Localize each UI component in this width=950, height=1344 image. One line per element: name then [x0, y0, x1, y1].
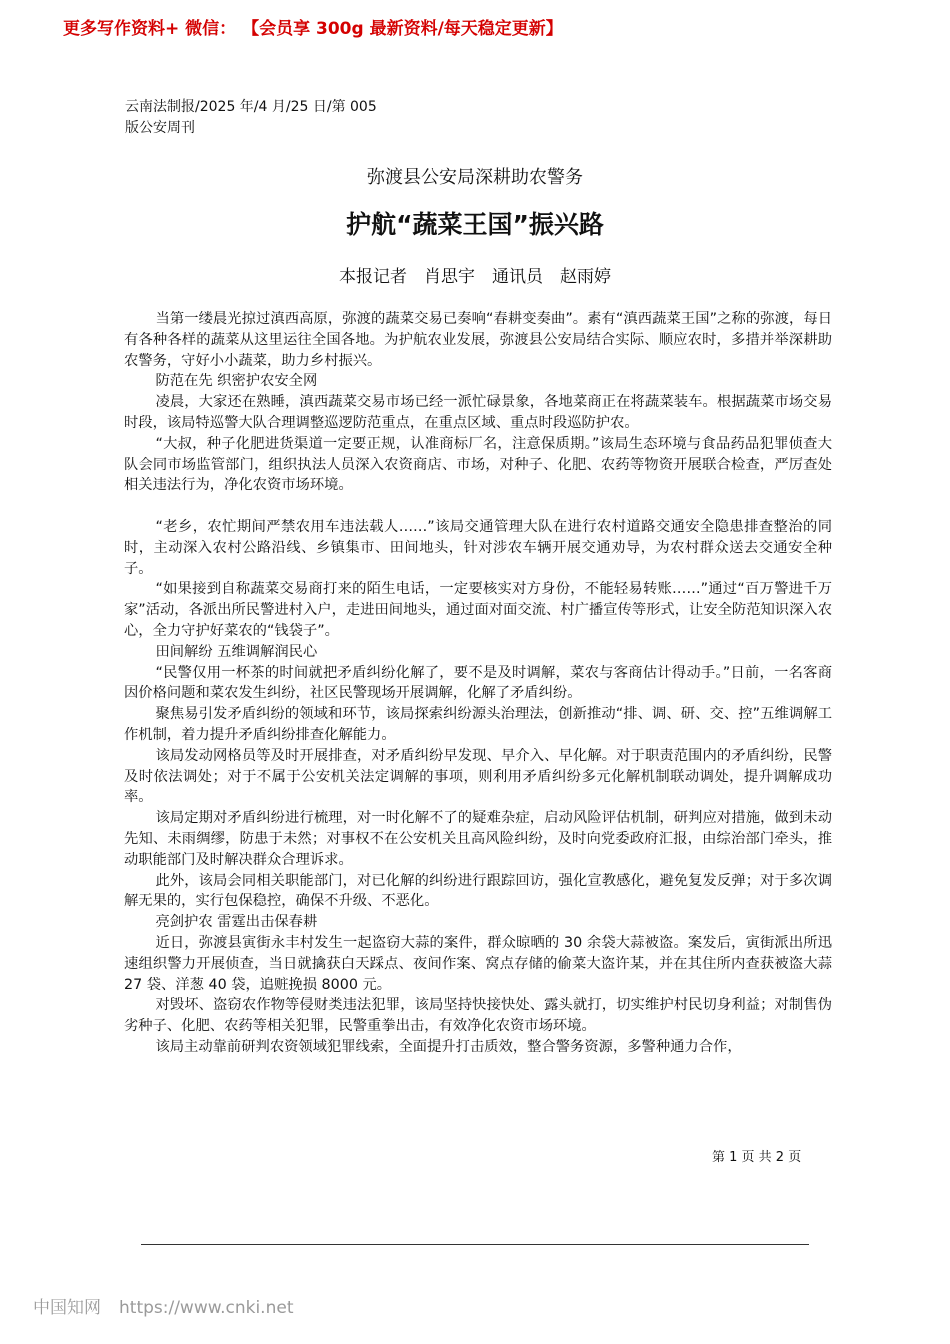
- section-heading: 防范在先 织密护农安全网: [155, 373, 318, 390]
- article-title: 护航“蔬菜王国”振兴路: [346, 210, 604, 239]
- paragraph: 近日，弥渡县寅街永丰村发生一起盗窃大蒜的案件，群众晾晒的 30 余袋大蒜被盗。案发后，寅街派出所迅速组织警力开展侦查，当日就擒获白天踩点、夜间作案、窝点存储的偷菜大盗许某，并在其住所内查获被盗大蒜 27 袋、洋葱 40 袋，追赃挽损 8000 元。: [124, 934, 832, 993]
- paragraph: 对毁坏、盗窃农作物等侵财类违法犯罪，该局坚持快接快处、露头就打，切实维护村民切身利益；对制售伪劣种子、化肥、农药等相关犯罪，民警重拳出击，有效净化农资市场环境。: [124, 997, 832, 1035]
- promo-banner: 更多写作资料+ 微信： 【会员享 300g 最新资料/每天稳定更新】: [63, 19, 563, 39]
- cnki-watermark: [33, 1293, 311, 1318]
- paragraph: “老乡，农忙期间严禁农用车违法载人……”该局交通管理大队在进行农村道路交通安全隐患排查整治的同时，主动深入农村公路沿线、乡镇集市、田间地头，针对涉农车辆开展交通劝导，为农村群众送去交通安全种子。: [124, 518, 832, 577]
- footer-divider: [141, 1244, 809, 1245]
- paragraph: 聚焦易引发矛盾纠纷的领域和环节，该局探索纠纷源头治理法，创新推动“排、调、研、交、控”五维调解工作机制，着力提升矛盾纠纷排查化解能力。: [124, 706, 832, 743]
- page-number: 第 1 页 共 2 页: [712, 1150, 802, 1165]
- paragraph: 该局主动靠前研判农资领域犯罪线索，全面提升打击质效，整合警务资源，多警种通力合作，: [155, 1038, 742, 1055]
- article-body: [124, 309, 832, 1058]
- paragraph: “如果接到自称蔬菜交易商打来的陌生电话，一定要核实对方身份，不能轻易转账……”通过“百万警进千万家”活动，各派出所民警进村入户，走进田间地头，通过面对面交流、村广播宣传等形式，让安全防范知识深入农心，全力守护好菜农的“钱袋子”。: [124, 581, 832, 639]
- source-line-2: 版公安周刊: [125, 120, 195, 136]
- paragraph: 当第一缕晨光掠过滇西高原，弥渡的蔬菜交易已奏响“春耕变奏曲”。素有“滇西蔬菜王国”之称的弥渡，每日有各种各样的蔬菜从这里运往全国各地。为护航农业发展，弥渡县公安局结合实际、顺应农时，多措并举深耕助农警务，守好小小蔬菜，助力乡村振兴。: [124, 311, 832, 369]
- paragraph: 凌晨，大家还在熟睡，滇西蔬菜交易市场已经一派忙碌景象，各地菜商正在将蔬菜装车。根据蔬菜市场交易时段，该局特巡警大队合理调整巡逻防范重点，在重点区域、重点时段巡防护农。: [124, 394, 832, 431]
- source-line-1: 云南法制报/2025 年/4 月/25 日/第 005: [125, 99, 377, 115]
- article-byline: 本报记者 肖思宇 通讯员 赵雨婷: [339, 267, 611, 287]
- source-citation: [125, 97, 445, 139]
- paragraph: 该局定期对矛盾纠纷进行梳理，对一时化解不了的疑难杂症，启动风险评估机制，研判应对措施，做到未动先知、未雨绸缪，防患于未然；对事权不在公安机关且高风险纠纷，及时向党委政府汇报，由综治部门牵头，推动职能部门及时解决群众合理诉求。: [124, 810, 832, 868]
- section-heading: 亮剑护农 雷霆出击保春耕: [155, 914, 318, 931]
- paragraph: 此外，该局会同相关职能部门，对已化解的纠纷进行跟踪回访，强化宣教感化，避免复发反弹；对于多次调解无果的，实行包保稳控，确保不升级、不恶化。: [124, 872, 832, 910]
- watermark-url: https://www.cnki.net: [119, 1298, 294, 1318]
- paragraph: “大叔，种子化肥进货渠道一定要正规，认准商标厂名，注意保质期。”该局生态环境与食品药品犯罪侦查大队会同市场监管部门，组织执法人员深入农资商店、市场，对种子、化肥、农药等物资开展联合检查，严厉查处相关违法行为，净化农资市场环境。: [124, 435, 832, 494]
- section-heading: 田间解纷 五维调解润民心: [155, 643, 318, 660]
- article-subtitle: 弥渡县公安局深耕助农警务: [367, 167, 583, 188]
- paragraph: “民警仅用一杯茶的时间就把矛盾纠纷化解了，要不是及时调解，菜农与客商估计得动手。”日前，一名客商因价格问题和菜农发生纠纷，社区民警现场开展调解，化解了矛盾纠纷。: [124, 664, 832, 702]
- paragraph: 该局发动网格员等及时开展排查，对矛盾纠纷早发现、早介入、早化解。对于职责范围内的矛盾纠纷，民警及时依法调处；对于不属于公安机关法定调解的事项，则利用矛盾纠纷多元化解机制联动调处，提升调解成功率。: [124, 747, 832, 806]
- watermark-site-name: 中国知网: [33, 1298, 101, 1318]
